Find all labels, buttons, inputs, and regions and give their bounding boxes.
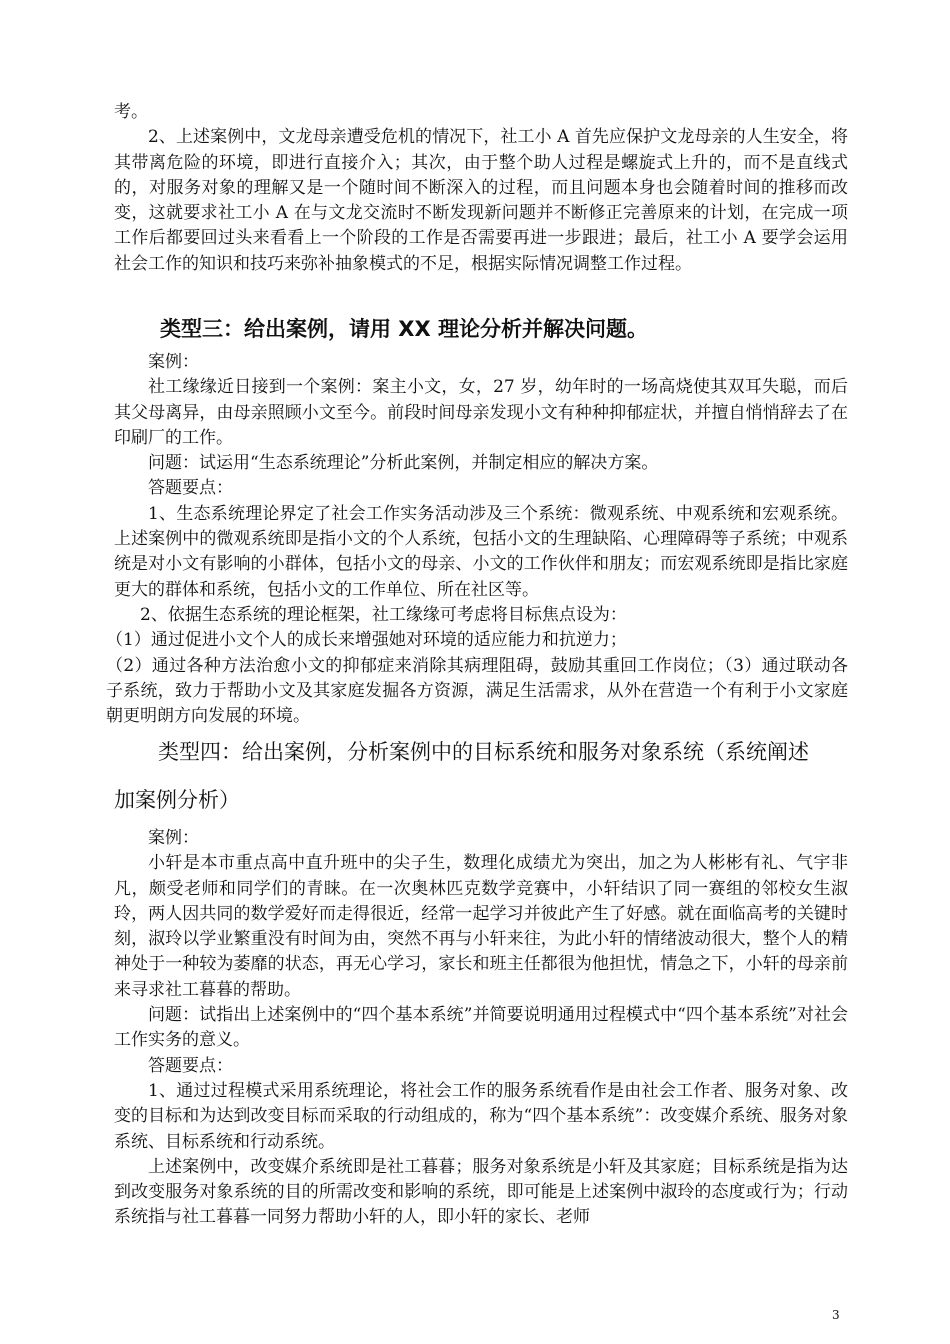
paragraph: （2）通过各种方法治愈小文的抑郁症来消除其病理阻碍，鼓励其重回工作岗位；（3）通过联动各子系统，致力于帮助小文及其家庭发掘各方资源，满足生活需求，从外在营造一个有利于小文家庭朝更明朗方向发展的环境。 xyxy=(106,655,848,727)
paragraph: 社工缘缘近日接到一个案例：案主小文，女，27 岁，幼年时的一场高烧使其双耳失聪，而后其父母离异，由母亲照顾小文至今。前段时间母亲发现小文有种种抑郁症状，并擅自悄悄辞去了在印刷厂的工作。 xyxy=(114,377,848,448)
section-heading-type4-line1: 类型四：给出案例，分析案例中的目标系统和服务对象系统（系统阐述 xyxy=(158,740,809,764)
text-block-type4 xyxy=(114,826,848,1231)
paragraph: 考。 xyxy=(114,102,148,122)
paragraph: （1）通过促进小文个人的成长来增强她对环境的适应能力和抗逆力； xyxy=(106,630,627,651)
paragraph: 小轩是本市重点高中直升班中的尖子生，数理化成绩尤为突出，加之为人彬彬有礼、气宇非凡，颇受老师和同学们的青睐。在一次奥林匹克数学竞赛中，小轩结识了同一赛组的邻校女生淑玲，两人因共同的数学爱好而走得很近，经常一起学习并彼此产生了好感。就在面临高考的关键时刻，淑玲以学业繁重没有时间为由，突然不再与小轩来往，为此小轩的情绪波动很大，整个人的精神处于一种较为萎靡的状态，再无心学习，家长和班主任都很为他担忧，情急之下，小轩的母亲前来寻求社工暮暮的帮助。 xyxy=(114,853,848,1000)
text-block-type3 xyxy=(106,350,848,729)
paragraph: 答题要点： xyxy=(148,1055,233,1076)
section-heading-type3: 类型三：给出案例，请用 XX 理论分析并解决问题。 xyxy=(160,317,649,341)
page-number: 3 xyxy=(832,1308,840,1322)
paragraph: 1、通过过程模式采用系统理论，将社会工作的服务系统看作是由社会工作者、服务对象、改变的目标和为达到改变目标而采取的行动组成的，称为“四个基本系统”：改变媒介系统、服务对象系统、目标系统和行动系统。 xyxy=(114,1080,848,1152)
paragraph: 问题：试指出上述案例中的“四个基本系统”并简要说明通用过程模式中“四个基本系统”对社会工作实务的意义。 xyxy=(114,1005,848,1051)
paragraph: 1、生态系统理论界定了社会工作实务活动涉及三个系统：微观系统、中观系统和宏观系统。上述案例中的微观系统即是指小文的个人系统，包括小文的生理缺陷、心理障碍等子系统；中观系统是对小文有影响的小群体，包括小文的母亲、小文的工作伙伴和朋友；而宏观系统即是指比家庭更大的群体和系统，包括小文的工作单位、所在社区等。 xyxy=(114,503,848,600)
paragraph: 2、上述案例中，文龙母亲遭受危机的情况下，社工小 A 首先应保护文龙母亲的人生安全，将其带离危险的环境，即进行直接介入；其次，由于整个助人过程是螺旋式上升的，而不是直线式的，对服务对象的理解又是一个随时间不断深入的过程，而且问题本身也会随着时间的推移而改变，这就要求社工小 A 在与文龙交流时不断发现新问题并不断修正完善原来的计划，在完成一项工作后都要回过头来看看上一个阶段的工作是否需要再进一步跟进；最后，社工小 A 要学会运用社会工作的知识和技巧来弥补抽象模式的不足，根据实际情况调整工作过程。 xyxy=(114,127,848,274)
paragraph: 上述案例中，改变媒介系统即是社工暮暮；服务对象系统是小轩及其家庭；目标系统是指为达到改变服务对象系统的目的所需改变和影响的系统，即可能是上述案例中淑玲的态度或行为；行动系统指与社工暮暮一同努力帮助小轩的人，即小轩的家长、老师 xyxy=(114,1156,848,1228)
paragraph: 答题要点： xyxy=(148,478,233,499)
paragraph: 2、依据生态系统的理论框架，社工缘缘可考虑将目标焦点设为： xyxy=(140,604,627,625)
paragraph: 案例： xyxy=(148,352,199,372)
paragraph: 问题：试运用“生态系统理论”分析此案例，并制定相应的解决方案。 xyxy=(148,453,659,474)
text-block-type2-answer xyxy=(114,100,848,277)
section-heading-type4-line2: 加案例分析） xyxy=(114,788,240,812)
paragraph: 案例： xyxy=(148,828,199,848)
